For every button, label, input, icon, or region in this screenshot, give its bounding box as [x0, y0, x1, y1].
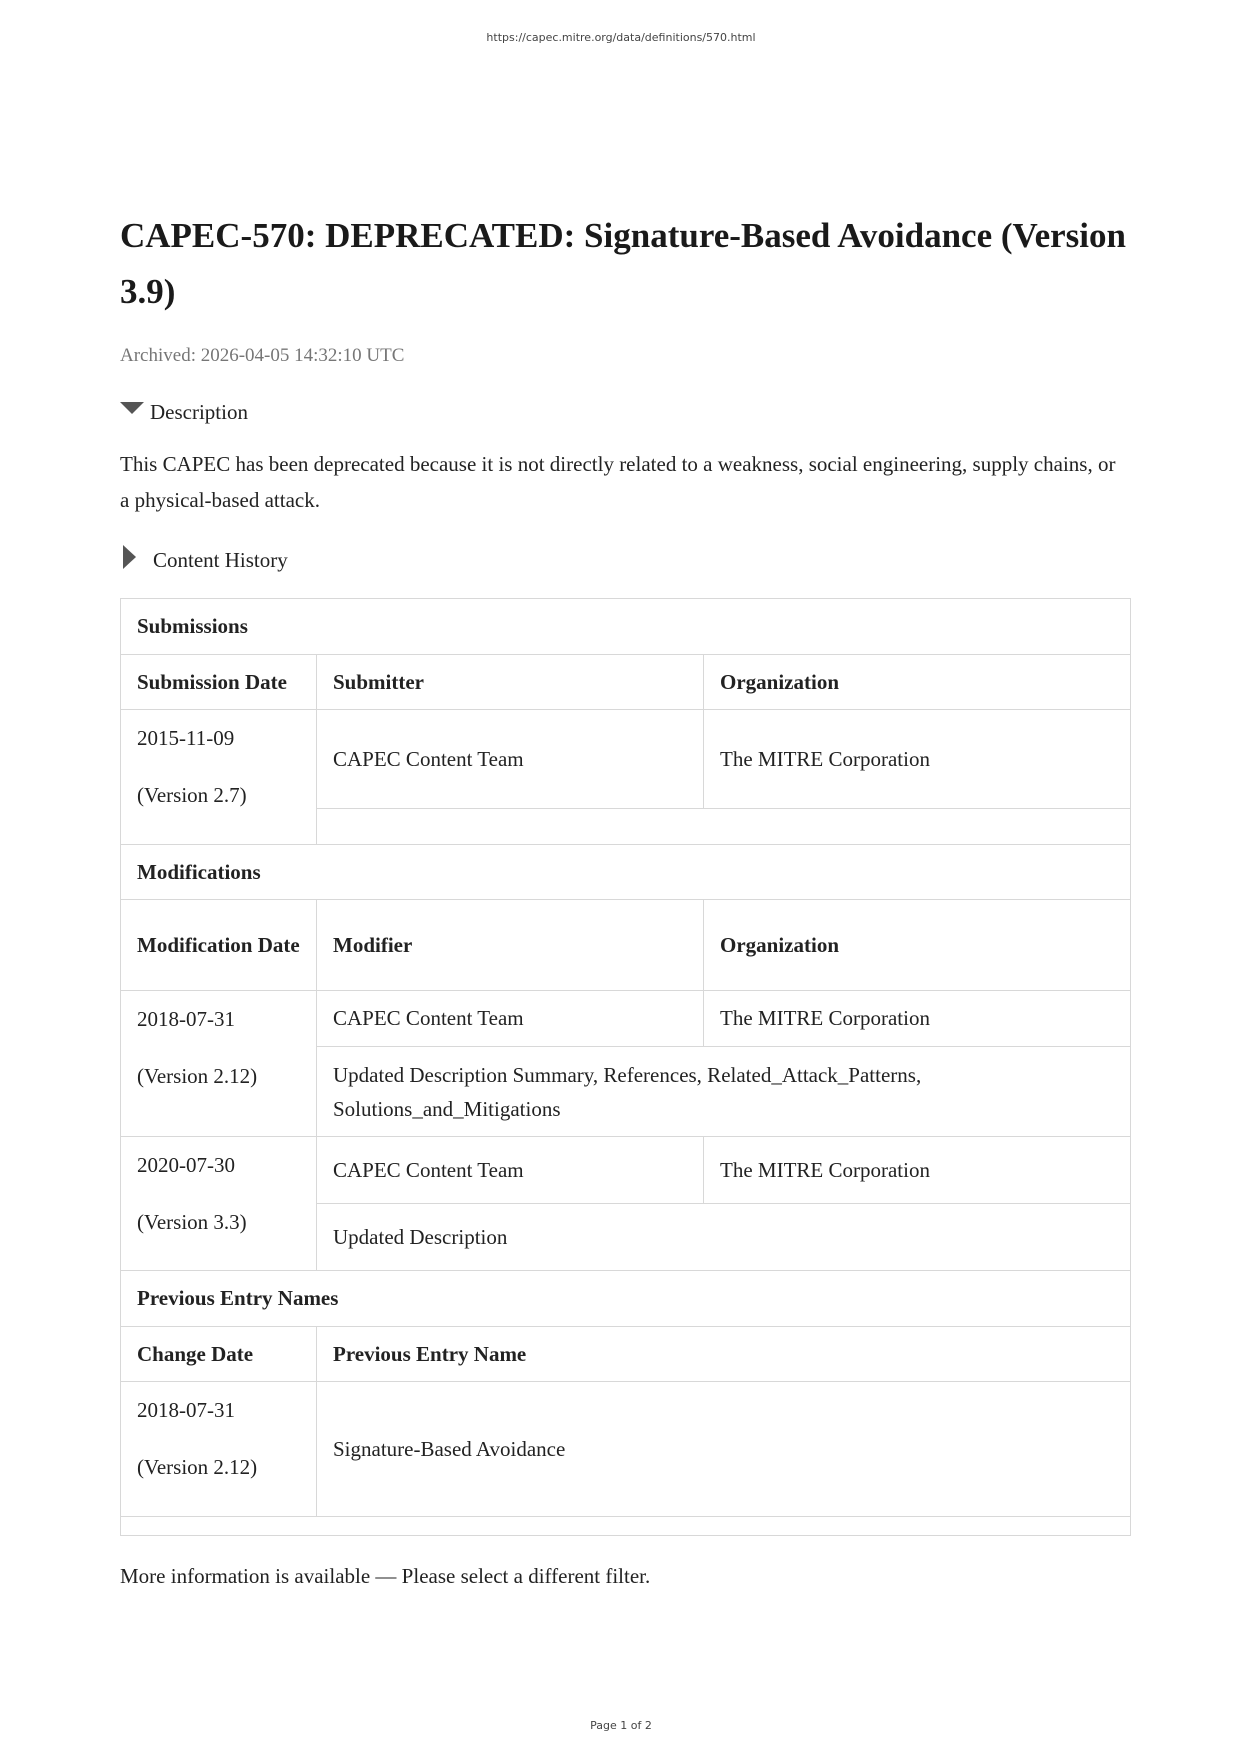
content-history-toggle-label: Content History [153, 548, 288, 572]
page-indicator: Page 1 of 2 [590, 1719, 652, 1732]
modification-comment-cell: Updated Description Summary, References, Related_Attack_Patterns, Solutions_and_Mitigations [317, 1047, 1131, 1137]
modifier-organization-cell: The MITRE Corporation [704, 991, 1131, 1047]
page-title: CAPEC-570: DEPRECATED: Signature-Based Avoidance (Version 3.9) [120, 216, 1126, 311]
previous-names-heading-row [121, 1271, 1131, 1327]
change-version: (Version 2.12) [137, 1455, 258, 1479]
content-history-table [120, 598, 1131, 1536]
table-row [121, 1137, 1131, 1204]
table-row [121, 1517, 1131, 1536]
column-header: Change Date [121, 1327, 317, 1382]
table-row [121, 710, 1131, 809]
modifier-organization-cell: The MITRE Corporation [704, 1137, 1131, 1204]
submission-date-cell [121, 710, 317, 845]
modifier-cell: CAPEC Content Team [317, 1137, 704, 1204]
submission-date: 2015-11-09 [137, 726, 235, 750]
modification-date-cell [121, 1137, 317, 1271]
page-url: https://capec.mitre.org/data/definitions/570.html [486, 31, 756, 44]
submission-empty-cell [317, 809, 1131, 845]
column-header: Modifier [317, 900, 704, 991]
modification-date-cell [121, 991, 317, 1137]
change-date: 2018-07-31 [137, 1398, 235, 1422]
modifier-cell: CAPEC Content Team [317, 991, 704, 1047]
modification-date: 2020-07-30 [137, 1153, 235, 1177]
description-text: This CAPEC has been deprecated because it is not directly related to a weakness, social engineering, supply chains, or a physical-based attack. [120, 452, 1116, 512]
column-header: Submitter [317, 655, 704, 710]
modification-date: 2018-07-31 [137, 1007, 235, 1031]
submissions-header-row [121, 655, 1131, 710]
submitter-organization-cell: The MITRE Corporation [704, 710, 1131, 809]
more-info-note: More information is available — Please select a different filter. [120, 1564, 651, 1588]
modifications-heading: Modifications [121, 845, 1131, 900]
table-row [121, 991, 1131, 1047]
main-content [120, 208, 1130, 1590]
modifications-header-row [121, 900, 1131, 991]
description-toggle-label: Description [150, 400, 248, 424]
previous-names-heading: Previous Entry Names [121, 1271, 1131, 1327]
submitter-cell: CAPEC Content Team [317, 710, 704, 809]
submissions-heading: Submissions [121, 599, 1131, 655]
previous-entry-name-cell: Signature-Based Avoidance [317, 1382, 1131, 1517]
column-header: Organization [704, 900, 1131, 991]
collapsed-triangle-icon [123, 545, 136, 569]
column-header: Organization [704, 655, 1131, 710]
modifications-heading-row [121, 845, 1131, 900]
previous-names-header-row [121, 1327, 1131, 1382]
table-spacer-cell [121, 1517, 1131, 1536]
column-header: Previous Entry Name [317, 1327, 1131, 1382]
description-toggle[interactable] [120, 398, 1130, 426]
content-history-toggle[interactable] [120, 546, 1130, 574]
table-row [121, 1382, 1131, 1517]
change-date-cell [121, 1382, 317, 1517]
expanded-triangle-icon [120, 402, 144, 414]
submission-version: (Version 2.7) [137, 783, 247, 807]
modification-version: (Version 3.3) [137, 1210, 247, 1234]
submissions-heading-row [121, 599, 1131, 655]
column-header: Submission Date [121, 655, 317, 710]
modification-version: (Version 2.12) [137, 1064, 258, 1088]
archived-timestamp: Archived: 2026-04-05 14:32:10 UTC [120, 345, 405, 366]
modification-comment-cell: Updated Description [317, 1204, 1131, 1271]
column-header: Modification Date [121, 900, 317, 991]
